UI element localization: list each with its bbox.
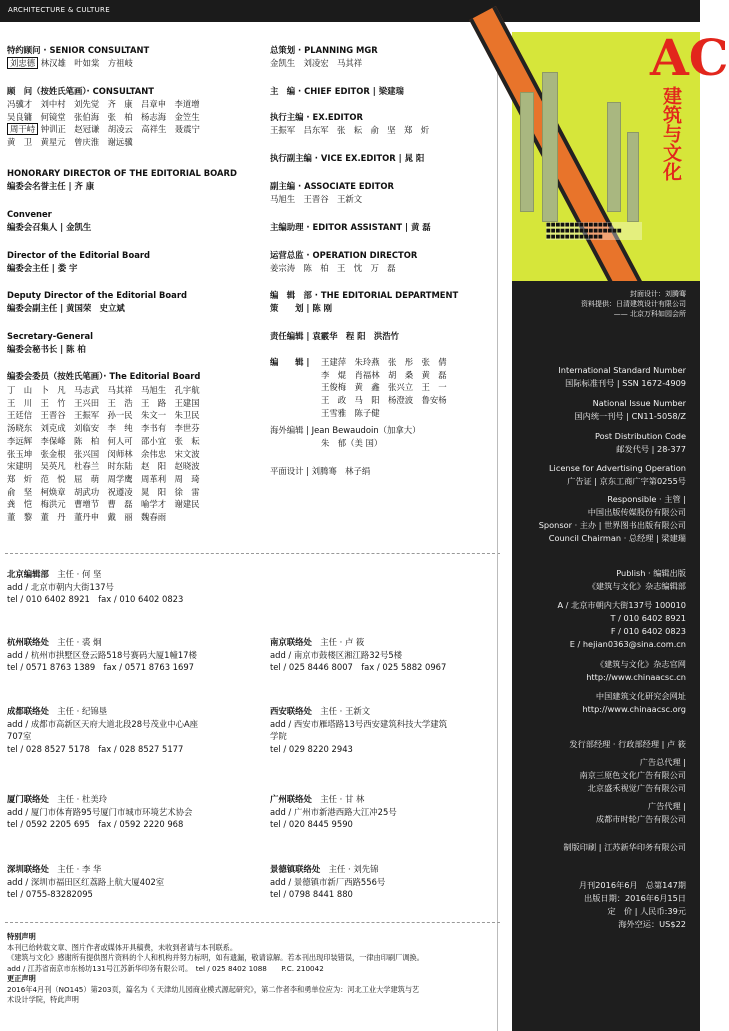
editors-label: 编 辑 |: [270, 357, 310, 367]
office-tel: tel / 020 8445 9590: [270, 819, 353, 830]
deputy-title: Deputy Director of the Editorial Board: [7, 290, 187, 300]
issn-label: International Standard Number: [558, 365, 686, 375]
overseas-editor: 海外编辑 | Jean Bewaudoin（加拿大）: [270, 425, 421, 435]
office-name: 西安联络处: [270, 706, 312, 716]
info-panel: [512, 281, 700, 1031]
consultant-row: [7, 123, 200, 136]
office-name: 广州联络处: [270, 794, 312, 804]
associate-title: 副主编 · ASSOCIATE EDITOR: [270, 181, 394, 191]
office-xian: [270, 705, 447, 756]
associate-names: 马旭生 王晋谷 王新文: [270, 194, 363, 204]
office-shenzhen: [7, 863, 164, 901]
office-name: 南京联络处: [270, 637, 312, 647]
operation-names: 姜宗涛 陈 柏 王 忱 万 磊: [270, 263, 396, 273]
section-title: ARCHITECTURE & CULTURE: [8, 6, 110, 14]
manager-line: 发行部经理 · 行政部经理 | 卢 筱: [569, 739, 686, 749]
notice-line: 《建筑与文化》感谢所有提供图片资料的个人和机构并努力标明，如有遗漏，敬请谅解。若本刊出现印装错误，一律由印刷厂调换。: [7, 953, 424, 962]
cover-logo-ac: AC: [650, 28, 729, 87]
office-head: 主任 · 刘先锦: [328, 864, 379, 874]
editor-row: 王雪雅 陈子健: [321, 407, 380, 418]
correction-title: 更正声明: [7, 974, 36, 983]
consultant-list: [7, 98, 200, 149]
publish-address: A / 北京市朝内大街137号 100010: [557, 600, 686, 610]
office-name: 景德镇联络处: [270, 864, 321, 874]
consultant-names: 钟训正 赵冠谦 胡凌云 高祥生 聂震宁: [40, 124, 200, 135]
office-head: 主任 · 纪锦垦: [57, 706, 108, 716]
office-addr: add / 南京市鼓楼区湘江路32号5楼: [270, 649, 403, 660]
price: 定 价 | 人民币:39元: [607, 906, 686, 916]
sponsor-line: Sponsor · 主办 | 世界图书出版有限公司: [538, 520, 686, 530]
consultant-row: 黄 卫 黄星元 曾庆淮 谢远骥: [7, 137, 133, 148]
board-list: [7, 384, 200, 524]
license-label: License for Advertising Operation: [549, 463, 686, 473]
cover-pillar: [542, 72, 558, 222]
office-addr: add / 广州市新港西路大江冲25号: [270, 806, 397, 817]
office-head: 主任 · 裘 炯: [57, 637, 102, 647]
ad-agency-label: 广告代理 |: [647, 801, 686, 811]
office-jingdezhen: [270, 863, 385, 901]
ad-agency: 成都市时轮广告有限公司: [595, 814, 686, 824]
consultant-title: 顾 问（按姓氏笔画）· CONSULTANT: [7, 86, 154, 96]
consultant-row: 冯骥才 刘中村 刘先觉 齐 康 吕章申 李道增: [7, 99, 200, 109]
website-link[interactable]: http://www.chinaacsc.org: [582, 704, 686, 714]
cover-credit: 资料提供：日清建筑设计有限公司: [581, 300, 686, 308]
office-head: 主任 · 杜美玲: [57, 794, 108, 804]
office-beijing: [7, 568, 183, 606]
office-tel: tel / 029 8220 2943: [270, 744, 353, 755]
senior-list: 林汉雄 叶如棠 方祖岐: [40, 58, 133, 68]
board-row: 丁 山 卜 凡 马志武 马其祥 马旭生 孔宇航: [7, 385, 200, 395]
ad-agent-label: 广告总代理 |: [639, 757, 686, 767]
website-link[interactable]: http://www.chinaacsc.cn: [586, 672, 686, 682]
office-addr: add / 北京市朝内大街137号: [7, 581, 114, 592]
cover-pillar: [520, 92, 534, 212]
office-addr: add / 深圳市福田区红荔路上航大厦402室: [7, 876, 165, 887]
operation-title: 运营总监 · OPERATION DIRECTOR: [270, 250, 418, 260]
office-head: 主任 · 甘 林: [320, 794, 365, 804]
assistant-line: 主编助理 · EDITOR ASSISTANT | 黄 磊: [270, 222, 431, 232]
footer-notes: [7, 932, 502, 1006]
ad-agent: 北京盛禾视觉广告有限公司: [587, 783, 686, 793]
planning-names: 金凯生 刘凌宏 马其祥: [270, 58, 363, 68]
correction-line: 2016年4月刊（NO145）第203页，篇名为《 天津幼儿园商业模式源起研究》，第二作者李和勇单位应为：河北工业大学建筑与艺: [7, 984, 420, 994]
office-head: 主任 · 李 华: [57, 864, 102, 874]
notice-line: 本刊已给转载文章、图片作者或媒体开具稿费，未收到者请与本刊联系。: [7, 942, 238, 952]
office-tel: tel / 0755-83282095: [7, 889, 93, 900]
director-title: Director of the Editorial Board: [7, 250, 150, 260]
cover-logo: [650, 28, 729, 181]
office-tel: tel / 0571 8763 1389 fax / 0571 8763 1697: [7, 662, 194, 673]
editors-list: [321, 356, 447, 420]
cover-image: [512, 28, 729, 281]
chief-editor: 主 编 · CHIEF EDITOR | 梁建瑞: [270, 86, 404, 96]
board-row: 郑 炘 范 悦 屈 萌 周学鹰 周革利 周 琦: [7, 473, 200, 484]
top-bar: [0, 0, 700, 22]
post-label: Post Distribution Code: [594, 431, 686, 441]
board-row: 张玉坤 张金根 张兴国 闵师林 余伟忠 宋文波: [7, 448, 200, 459]
planner-line: 策 划 | 陈 刚: [270, 303, 333, 313]
honorary-line: 编委会名誉主任 | 齐 康: [7, 181, 95, 191]
pub-date: 出版日期：2016年6月15日: [584, 893, 686, 903]
cover-blurb: ■■■■■■■■■■■■■■ ■■■■■■■■■■■■■■■■ ■■■■■■■■■■■■: [546, 222, 642, 240]
office-name: 北京编辑部: [7, 569, 49, 579]
responsible-label: Responsible · 主管 |: [607, 494, 686, 504]
board-row: 董 黎 董 丹 董丹申 戴 丽 魏春雨: [7, 512, 167, 523]
office-addr-2: 学院: [270, 731, 287, 742]
office-addr: add / 景德镇市新厂西路556号: [270, 876, 386, 887]
editor-row: 王建萍 朱玲燕 张 彤 张 倩: [321, 357, 447, 367]
office-xiamen: [7, 793, 192, 831]
office-head: 主任 · 何 坚: [57, 569, 102, 579]
honorary-title: HONORARY DIRECTOR OF THE EDITORIAL BOARD: [7, 168, 237, 178]
office-addr: add / 杭州市拱墅区登云路518号赛码大厦1幢17楼: [7, 649, 197, 660]
office-addr: add / 成都市高新区天府大道北段28号茂业中心A座: [7, 718, 199, 729]
office-addr: add / 厦门市体育路95号厦门市城市环境艺术协会: [7, 806, 193, 817]
publish-value: 《建筑与文化》杂志编辑部: [587, 581, 686, 591]
cover-pillar: [627, 132, 639, 222]
senior-tag: 刘忠德: [7, 57, 38, 69]
convener-title: Convener: [7, 209, 52, 219]
office-addr-2: 707室: [7, 731, 32, 742]
publish-email: E / hejian0363@sina.com.cn: [569, 639, 686, 649]
convener-line: 编委会召集人 | 金凯生: [7, 222, 92, 232]
senior-title: 特约顾问 · SENIOR CONSULTANT: [7, 45, 150, 55]
office-head: 主任 · 王新文: [320, 706, 371, 716]
printer-line: 制版印刷 | 江苏新华印务有限公司: [563, 842, 686, 852]
consultant-row: 吴良镛 何镜堂 张伯海 张 柏 杨志海 金笠生: [7, 111, 200, 122]
cover-pillar: [607, 102, 621, 212]
vice-editor: 执行副主编 · VICE EX.EDITOR | 晁 阳: [270, 153, 425, 163]
board-row: 李远辉 李保峰 陈 柏 何人可 邵小宜 张 耘: [7, 435, 200, 446]
graphic-design: 平面设计 | 刘腾骞 林子绢: [270, 466, 371, 476]
editor-row: 王 政 马 阳 杨澄波 鲁安杨: [321, 395, 447, 406]
secretary-title: Secretary-General: [7, 331, 94, 341]
board-row: 汤晓东 刘克成 刘临安 李 纯 李书有 李世芬: [7, 423, 200, 434]
office-name: 深圳联络处: [7, 864, 49, 874]
editor-row: 李 焜 肖福林 胡 桑 黄 磊: [321, 369, 447, 380]
publish-fax: F / 010 6402 0823: [610, 626, 686, 636]
office-tel: tel / 010 6402 8921 fax / 010 6402 0823: [7, 594, 184, 605]
publish-tel: T / 010 6402 8921: [610, 613, 686, 623]
dept-title: 编 辑 部 · THE EDITORIAL DEPARTMENT: [270, 290, 459, 300]
correction-line: 术设计学院，特此声明: [7, 995, 79, 1004]
publish-label: Publish · 编辑出版: [616, 568, 686, 578]
divider: [5, 553, 500, 554]
planning-title: 总策划 · PLANNING MGR: [270, 45, 378, 55]
editor-row: 王俊梅 黄 鑫 张兴立 王 一: [321, 382, 447, 393]
cover-credit: 封面设计：刘腾骞: [630, 290, 686, 298]
ex-editor-names: 王振军 吕东军 张 耘 俞 坚 郑 炘: [270, 125, 430, 135]
office-hangzhou: [7, 636, 197, 674]
office-name: 厦门联络处: [7, 794, 49, 804]
office-addr: add / 西安市雁塔路13号西安建筑科技大学建筑: [270, 718, 447, 729]
responsible-editors: 责任编辑 | 袁霰华 程 阳 洪浩竹: [270, 331, 400, 341]
deputy-line: 编委会副主任 | 黄国荣 史立斌: [7, 303, 125, 313]
website-label: 《建筑与文化》杂志官网: [595, 659, 686, 669]
director-line: 编委会主任 | 娄 宇: [7, 263, 78, 273]
office-guangzhou: [270, 793, 397, 831]
office-name: 成都联络处: [7, 706, 49, 716]
website-label: 中国建筑文化研究会网址: [595, 691, 686, 701]
board-row: 俞 坚 柯焕章 胡武功 祝遵凌 晁 阳 徐 雷: [7, 486, 200, 497]
ad-agent: 南京三原色文化广告有限公司: [579, 770, 686, 780]
responsible-value: 中国出版传媒股份有限公司: [587, 507, 686, 517]
notice-line: add / 江苏省南京市东杨坊131号江苏新华印务有限公司。 tel / 025 8402 1088 P.C. 210042: [7, 963, 324, 973]
overseas-price: 海外空运：US$22: [618, 919, 686, 929]
council-line: Council Chairman · 总经理 | 梁建瑞: [548, 533, 686, 543]
post-value: 邮发代号 | 28-377: [616, 444, 686, 454]
column-rule: [497, 30, 498, 1031]
divider: [5, 922, 500, 923]
office-tel: tel / 0798 8441 880: [270, 889, 353, 900]
office-head: 主任 · 卢 筱: [320, 637, 365, 647]
cover-credit: —— 北京万科如园会所: [613, 310, 686, 318]
issue-line: 月刊2016年6月 总第147期: [578, 880, 686, 890]
license-value: 广告证 | 京东工商广字第0255号: [567, 476, 686, 486]
overseas-editor-2: 朱 郁（美 国）: [321, 438, 383, 448]
secretary-line: 编委会秘书长 | 陈 柏: [7, 344, 86, 354]
office-name: 杭州联络处: [7, 637, 49, 647]
board-row: 龚 恺 梅洪元 曹增节 曹 磊 喻学才 谢建民: [7, 499, 200, 510]
board-row: 王廷信 王晋谷 王振军 孙一民 朱文一 朱卫民: [7, 410, 200, 421]
cn-label: National Issue Number: [592, 398, 686, 408]
cn-value: 国内统一刊号 | CN11-5058/Z: [574, 411, 686, 421]
office-tel: tel / 025 8446 8007 fax / 025 5882 0967: [270, 662, 447, 673]
board-row: 宋建明 吴英凡 杜春兰 时东陆 赵 阳 赵晓波: [7, 461, 200, 472]
board-row: 王 川 王 竹 王兴田 王 浩 王 路 王建国: [7, 397, 200, 408]
board-title: 编委会委员（按姓氏笔画）· The Editorial Board: [7, 371, 201, 381]
office-tel: tel / 0592 2205 695 fax / 0592 2220 968: [7, 819, 184, 830]
office-chengdu: [7, 705, 198, 756]
office-tel: tel / 028 8527 5178 fax / 028 8527 5177: [7, 744, 184, 755]
cover-logo-cn: 建筑与文化: [660, 86, 682, 181]
ex-editor-title: 执行主编 · EX.EDITOR: [270, 112, 363, 122]
notice-title: 特别声明: [7, 932, 36, 941]
office-nanjing: [270, 636, 446, 674]
consultant-tag: 周干峙: [7, 123, 38, 135]
issn-value: 国际标准刊号 | SSN 1672-4909: [565, 378, 686, 388]
senior-names: [7, 57, 133, 70]
